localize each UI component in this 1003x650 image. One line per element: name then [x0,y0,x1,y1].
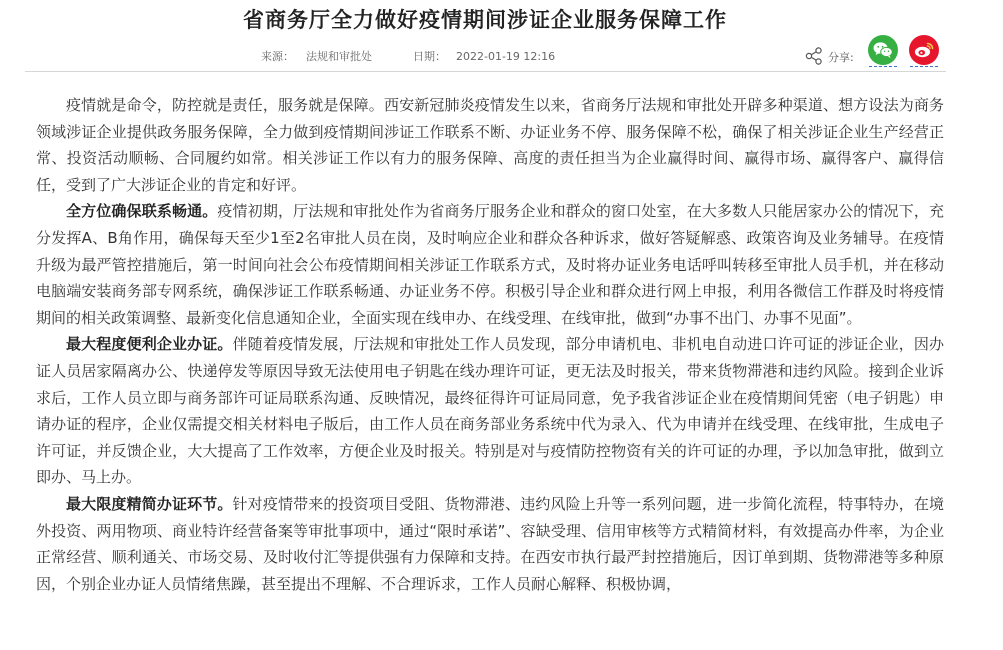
paragraph-lead: 最大程度便利企业办证。 [66,335,233,354]
paragraph-lead: 最大限度精简办证环节。 [66,494,233,513]
header-divider [25,71,946,72]
article-paragraph [36,198,944,331]
wechat-icon [872,40,894,60]
wechat-share-button[interactable] [868,35,898,65]
wechat-link-underline [869,66,897,67]
weibo-icon [913,40,935,60]
source-value: 法规和审批处 [306,50,372,63]
paragraph-text: 针对疫情带来的投资项目受阻、货物滞港、违约风险上升等一系列问题，进一步简化流程，特事特办，在境外投资、两用物项、商业特许经营备案等审批事项中，通过“限时承诺”、容缺受理、信用审核等方式精简材料，有效提高办件率，为企业正常经营、顺利通关、市场交易、及时收付汇等提供强有力保障和支持。在西安市执行最严封控措施后，因订单到期、货物滞港等多种原因，个别企业办证人员情绪焦躁，甚至提出不理解、不合理诉求，工作人员耐心解释、积极协调， [36,494,944,593]
date-value: 2022-01-19 12:16 [456,50,556,63]
date-label: 日期： [413,50,446,63]
article-paragraph [36,92,944,198]
date-info [413,47,555,67]
share-label: 分享: [828,51,854,64]
paragraph-text: 伴随着疫情发展，厅法规和审批处工作人员发现，部分申请机电、非机电自动进口许可证的涉证企业，因办证人员居家隔离办公、快递停发等原因导致无法使用电子钥匙在线办理许可证，更无法及时报关，带来货物滞港和违约风险。接到企业诉求后，工作人员立即与商务部许可证局联系沟通、反映情况，最终征得许可证局同意，免予我省涉证企业在疫情期间凭密（电子钥匙）申请办证的程序，企业仅需提交相关材料电子版后，由工作人员在商务部业务系统中代为录入、代为申请并在线受理、在线审批，生成电子许可证，并反馈企业，大大提高了工作效率，方便企业及时报关。特别是对与疫情防控物资有关的许可证的办理，予以加急审批，做到立即办、马上办。 [36,335,944,487]
source-info [261,47,372,67]
source-label: 来源： [261,50,294,63]
paragraph-text: 疫情初期，厅法规和审批处作为省商务厅服务企业和群众的窗口处室，在大多数人只能居家办公的情况下，充分发挥A、B角作用，确保每天至少1至2名审批人员在岗，及时响应企业和群众各种诉求，做好答疑解惑、政策咨询及业务辅导。在疫情升级为最严管控措施后，第一时间向社会公布疫情期间相关涉证工作联系方式，及时将办证业务电话呼叫转移至审批人员手机，并在移动电脑端安装商务部专网系统，确保涉证工作联系畅通、办证业务不停。积极引导企业和群众进行网上申报，利用各微信工作群及时将疫情期间的相关政策调整、最新变化信息通知企业，全面实现在线申办、在线受理、在线审批，做到“办事不出门、办事不见面”。 [36,202,944,327]
share-icon [804,46,824,66]
weibo-link-underline [910,66,938,67]
paragraph-lead: 全方位确保联系畅通。 [66,202,218,221]
paragraph-text: 疫情就是命令，防控就是责任，服务就是保障。西安新冠肺炎疫情发生以来，省商务厅法规和审批处开辟多种渠道、想方设法为商务领域涉证企业提供政务服务保障，全力做到疫情期间涉证工作联系不断、办证业务不停、服务保障不松，确保了相关涉证企业生产经营正常、投资活动顺畅、合同履约如常。相关涉证工作以有力的服务保障、高度的责任担当为企业赢得时间、赢得市场、赢得客户、赢得信任，受到了广大涉证企业的肯定和好评。 [36,96,944,194]
article-title: 省商务厅全力做好疫情期间涉证企业服务保障工作 [243,8,727,32]
article-paragraph [36,491,944,597]
weibo-share-button[interactable] [909,35,939,65]
article-paragraph [36,331,944,491]
article-body [36,92,944,597]
